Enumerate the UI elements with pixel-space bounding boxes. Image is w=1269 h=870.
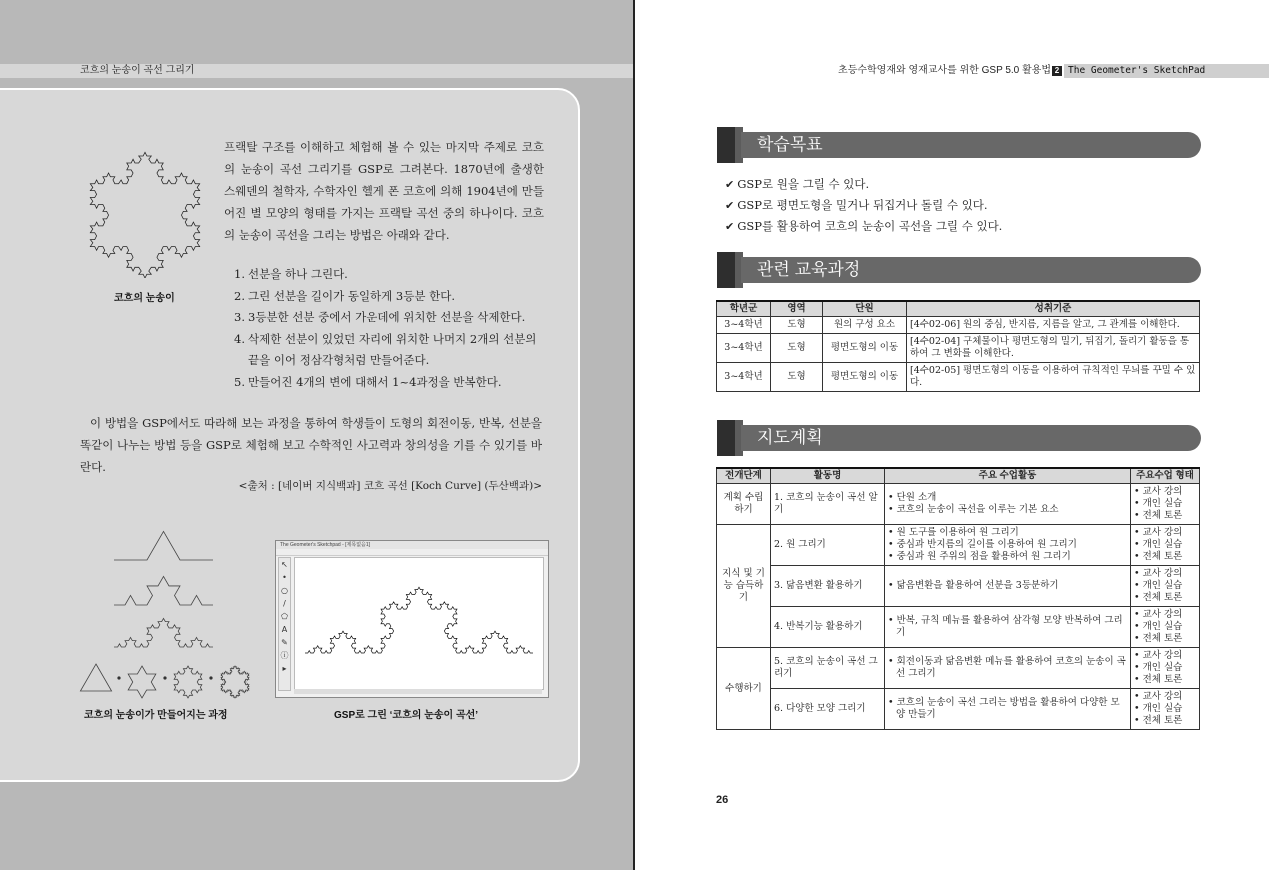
gsp-toolbox xyxy=(278,557,291,691)
process-caption: 코흐의 눈송이가 만들어지는 과정 xyxy=(84,710,228,721)
gsp-window-title: The Geometer's Sketchpad - [제목없음1] xyxy=(276,541,548,549)
gsp-caption: GSP로 그린 ‘코흐의 눈송이 곡선’ xyxy=(334,710,479,721)
stage-cell: 계획 수립하기 xyxy=(717,484,771,525)
section-title: 관련 교육과정 xyxy=(757,260,861,279)
koch-level-3 xyxy=(114,618,213,647)
column-header: 학년군 xyxy=(717,301,771,317)
gsp-menu-bar xyxy=(276,549,548,556)
column-header: 활동명 xyxy=(771,468,885,484)
goal-item: ✔ GSP로 평면도형을 밀거나 뒤집거나 돌릴 수 있다. xyxy=(725,198,988,212)
table-row: 4. 반복기능 활용하기 • 반복, 규칙 메뉴를 활용하여 삼각형 모양 반복하여 그리기 • 교사 강의 • 개인 실습 • 전체 토론 xyxy=(717,607,1200,648)
source-citation: <출처 : [네이버 지식백과] 코흐 곡선 [Koch Curve] (두산백과)> xyxy=(238,480,542,492)
column-header: 전개단계 xyxy=(717,468,771,484)
page-number: 26 xyxy=(716,794,729,806)
column-header: 성취기준 xyxy=(907,301,1200,317)
stage-cell: 수행하기 xyxy=(717,648,771,730)
koch-snowflake-stage-1 xyxy=(128,666,156,698)
section-header-plan xyxy=(717,420,1201,456)
table-row: 3~4학년 도형 평면도형의 이동 [4수02-04] 구체물이나 평면도형의 밀기, 뒤집기, 돌리기 활동을 통하여 그 변화를 이해한다. xyxy=(717,334,1200,363)
goals-list xyxy=(725,174,1002,237)
left-running-header xyxy=(0,64,633,78)
gsp-point-tool-icon: • xyxy=(282,573,287,582)
left-header-text: 코흐의 눈송이 곡선 그리기 xyxy=(80,65,195,76)
step-item: 3. 3등분한 선분 중에서 가운데에 위치한 선분을 삭제한다. xyxy=(234,310,526,324)
right-running-header xyxy=(635,64,1269,78)
left-page xyxy=(0,0,633,870)
gsp-screenshot xyxy=(275,540,549,698)
check-icon: ✔ xyxy=(725,178,735,191)
column-header: 주요수업 형태 xyxy=(1131,468,1200,484)
separator-dot xyxy=(209,676,212,679)
gsp-canvas xyxy=(294,557,544,690)
koch-snowflake-figure xyxy=(86,146,204,278)
goal-item: ✔ GSP로 원을 그릴 수 있다. xyxy=(725,177,870,191)
intro-paragraph: 프랙탈 구조를 이해하고 체험해 볼 수 있는 마지막 주제로 코흐의 눈송이 곡선 그리기를 GSP로 그려본다. 1870년에 출생한 스웨덴의 철학자, 수학자인 헬게 폰 코흐에 의해 1904년에 만들어진 별 모양의 형태를 가지는 프랙탈 곡선 중의 하나이다. 코흐의 눈송이 곡선을 그리는 방법은 아래와 같다. xyxy=(224,140,544,242)
koch-snowflake-path xyxy=(90,152,199,278)
step-item: 2. 그린 선분을 길이가 동일하게 3등분 한다. xyxy=(234,288,455,303)
column-header: 주요 수업활동 xyxy=(885,468,1131,484)
software-title: The Geometer's SketchPad xyxy=(1064,64,1269,78)
step-item: 4. 삭제한 선분이 있었던 자리에 위치한 나머지 2개의 선분의 끝을 이어 정삼각형처럼 만들어준다. xyxy=(234,331,537,367)
koch-snowflake-stage-2 xyxy=(174,666,202,698)
steps-list xyxy=(234,264,546,393)
section-title: 지도계획 xyxy=(757,428,823,447)
koch-level-2 xyxy=(114,576,213,605)
table-row: 계획 수립하기 1. 코흐의 눈송이 곡선 알기 • 단원 소개 • 코흐의 눈송이 곡선을 이루는 기본 요소 • 교사 강의 • 개인 실습 • 전체 토론 xyxy=(717,484,1200,525)
chapter-number-badge: 2 xyxy=(1052,66,1062,76)
gsp-arrow-tool-icon: ↖ xyxy=(281,560,288,569)
gsp-info-tool-icon: ⓘ xyxy=(280,651,289,660)
section-header-curriculum xyxy=(717,252,1201,288)
column-header: 단원 xyxy=(823,301,907,317)
method-paragraph: 이 방법을 GSP에서도 따라해 보는 과정을 통하여 학생들이 도형의 회전이동, 반복, 선분을 똑같이 나누는 방법 등을 GSP로 체험해 보고 수학적인 사고력과 창의성을 기를 수 있기를 바란다. xyxy=(80,416,542,474)
gsp-custom-tool-icon: ▸ xyxy=(282,664,287,673)
stage-cell: 지식 및 기능 습득하기 xyxy=(717,525,771,648)
table-row: 6. 다양한 모양 그리기 • 코흐의 눈송이 곡선 그리는 방법을 활용하여 다양한 모양 만들기 • 교사 강의 • 개인 실습 • 전체 토론 xyxy=(717,689,1200,730)
snowflake-caption: 코흐의 눈송이 xyxy=(114,293,175,304)
koch-level-1 xyxy=(114,531,213,560)
book-title: 초등수학영재와 영재교사를 위한 GSP 5.0 활용법 xyxy=(838,65,1051,76)
column-header: 영역 xyxy=(771,301,823,317)
section-header-goals xyxy=(717,127,1201,163)
gsp-koch-curve-path xyxy=(305,587,533,653)
gsp-polygon-tool-icon: ⬠ xyxy=(281,612,288,621)
koch-process-figure xyxy=(78,525,258,700)
gsp-compass-tool-icon: ○ xyxy=(281,586,288,595)
step-item: 5. 만들어진 4개의 변에 대해서 1~4과정을 반복한다. xyxy=(234,374,502,389)
table-row: 지식 및 기능 습득하기 2. 원 그리기 • 원 도구를 이용하여 원 그리기 • 중심과 반지름의 길이를 이용하여 원 그리기 • 중심과 원 주위의 점을 활용하여 원 그리기 • 교사 강의 • 개인 실습 • 전체 토론 xyxy=(717,525,1200,566)
table-row: 3. 닮음변환 활용하기 • 닮음변환을 활용하여 선분을 3등분하기 • 교사 강의 • 개인 실습 • 전체 토론 xyxy=(717,566,1200,607)
gsp-marker-tool-icon: ✎ xyxy=(281,638,288,647)
koch-snowflake-stage-3 xyxy=(221,666,249,698)
plan-table xyxy=(716,467,1200,730)
goal-item: ✔ GSP를 활용하여 코흐의 눈송이 곡선을 그릴 수 있다. xyxy=(725,219,1003,233)
gsp-text-tool-icon: A xyxy=(281,625,288,634)
table-row: 3~4학년 도형 평면도형의 이동 [4수02-05] 평면도형의 이동을 이용하여 규칙적인 무늬를 꾸밀 수 있다. xyxy=(717,363,1200,392)
right-page xyxy=(635,0,1269,870)
table-row: 3~4학년 도형 원의 구성 요소 [4수02-06] 원의 중심, 반지름, 지름을 알고, 그 관계를 이해한다. xyxy=(717,317,1200,334)
table-row: 수행하기 5. 코흐의 눈송이 곡선 그리기 • 회전이동과 닮음변환 메뉴를 활용하여 코흐의 눈송이 곡선 그리기 • 교사 강의 • 개인 실습 • 전체 토론 xyxy=(717,648,1200,689)
separator-dot xyxy=(163,676,166,679)
section-title: 학습목표 xyxy=(757,135,823,154)
gsp-line-tool-icon: / xyxy=(283,599,286,608)
check-icon: ✔ xyxy=(725,199,735,212)
step-item: 1. 선분을 하나 그린다. xyxy=(234,267,348,281)
koch-snowflake-stage-0 xyxy=(80,664,111,691)
separator-dot xyxy=(117,676,120,679)
gsp-scrollbar xyxy=(294,689,542,694)
check-icon: ✔ xyxy=(725,220,735,233)
gsp-koch-curve xyxy=(295,558,543,689)
curriculum-table xyxy=(716,300,1200,392)
